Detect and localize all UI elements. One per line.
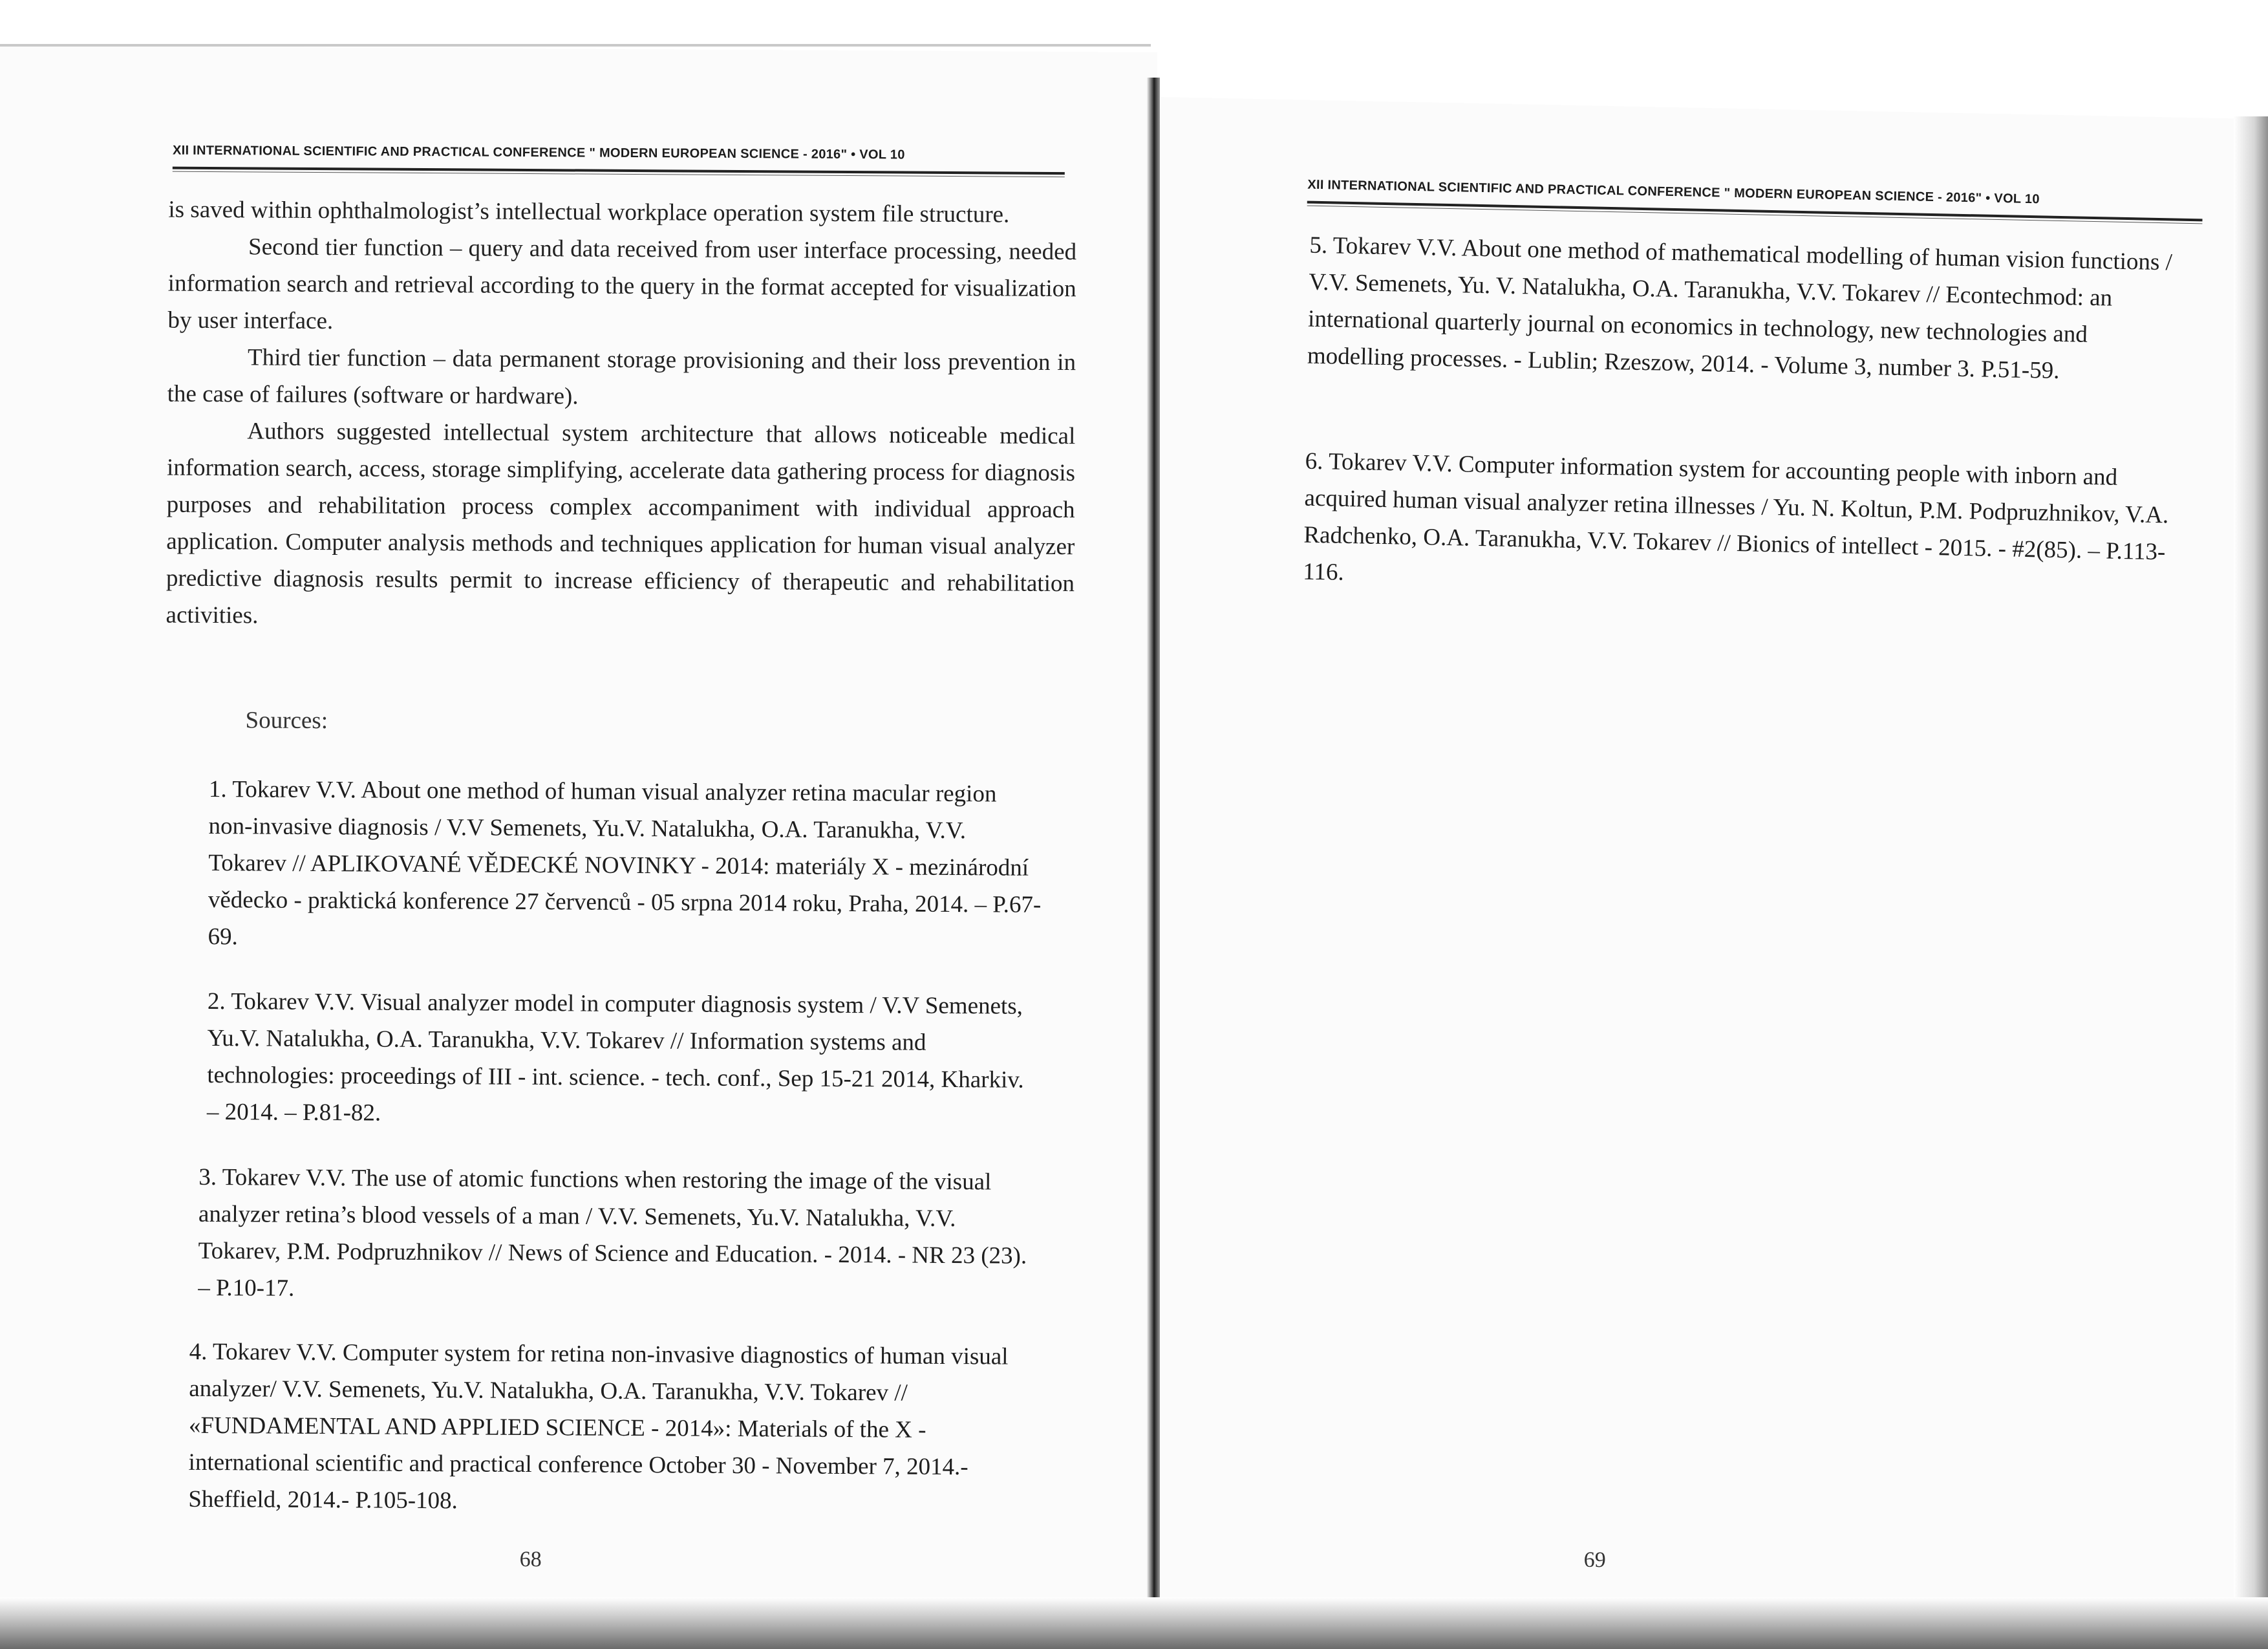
reference-6: 6. Tokarev V.V. Computer information system for accounting people with inborn and acquired human visual analyzer retina illnesses / Yu. N. Koltun, P.M. Podpruzhnikov, V.A. Radchenko, O.A. Taranukha, V.V. Tokarev // Bionics of intellect - 2015. - #2(85). – P.113-116. <box>1302 447 2169 586</box>
left-body-text <box>166 191 1076 640</box>
paragraph-third-tier: Third tier function – data permanent storage provisioning and their loss prevention in the case of failures (software or hardware). <box>167 344 1076 410</box>
left-page-number: 68 <box>519 1547 542 1572</box>
reference-4: 4. Tokarev V.V. Computer system for retina non-invasive diagnostics of human visual analyzer/ V.V. Semenets, Yu.V. Natalukha, O.A. Taranukha, V.V. Tokarev // «FUNDAMENTAL AND APPLIED SCIENCE - 2014»: Materials of the X - international scientific and practical conference October 30 - November 7, 2014.- Sheffield, 2014.- P.105-108. <box>188 1338 1009 1514</box>
reference-3: 3. Tokarev V.V. The use of atomic functions when restoring the image of the visual analyzer retina’s blood vessels of a man / V.V. Semenets, Yu.V. Natalukha, V.V. Tokarev, P.M. Podpruzhnikov // News of Science and Education. - 2014. - NR 23 (23). – P.10-17. <box>198 1163 1027 1302</box>
right-header-rule-thin <box>1307 206 2203 224</box>
reference-1: 1. Tokarev V.V. About one method of human visual analyzer retina macular region non-invasive diagnosis / V.V Semenets, Yu.V. Natalukha, O.A. Taranukha, V.V. Tokarev // APLIKOVANÉ VĚDECKÉ NOVINKY - 2014: materiály X - mezinárodní vědecko - praktická konference 27 červenců - 05 srpna 2014 roku, Praha, 2014. – P.67-69. <box>208 775 1042 951</box>
right-page <box>1130 97 2268 1645</box>
left-page <box>0 45 1157 1630</box>
reference-2: 2. Tokarev V.V. Visual analyzer model in computer diagnosis system / V.V Semenets, Yu.V. Natalukha, O.A. Taranukha, V.V. Tokarev // Information systems and technologies: proceedings of III - int. science. - tech. conf., Sep 15-21 2014, Kharkiv. – 2014. – P.81-82. <box>206 987 1024 1126</box>
paragraph-authors: Authors suggested intellectual system architecture that allows noticeable medical information search, access, storage simplifying, accelerate data gathering process for diagnosis purposes and rehabilitation process complex accompaniment with individual approach application. Computer analysis methods and techniques application for human visual analyzer predictive diagnosis results permit to increase efficiency of therapeutic and rehabilitation activities. <box>166 418 1076 629</box>
bottom-scan-shadow <box>0 1597 2268 1649</box>
sources-heading: Sources: <box>245 707 328 735</box>
paragraph-continuation: is saved within ophthalmologist’s intellectual workplace operation system file structure. <box>168 196 1010 228</box>
right-page-edge-shadow <box>2234 116 2268 1623</box>
right-header-rule <box>1307 201 2203 222</box>
book-gutter <box>1147 78 1160 1617</box>
top-page-edge <box>0 44 1151 47</box>
left-running-header: XII INTERNATIONAL SCIENTIFIC AND PRACTICAL CONFERENCE " MODERN EUROPEAN SCIENCE - 2016" • VOL 10 <box>172 143 905 162</box>
paragraph-second-tier: Second tier function – query and data received from user interface processing, needed information search and retrieval according to the query in the format accepted for visualization by user interface. <box>167 233 1077 335</box>
right-page-number: 69 <box>1583 1547 1607 1573</box>
reference-5: 5. Tokarev V.V. About one method of mathematical modelling of human vision functions / V.V. Semenets, Yu. V. Natalukha, O.A. Taranukha, V.V. Tokarev // Econtechmod: an international quarterly journal on economics in technology, new technologies and modelling processes. - Lublin; Rzeszow, 2014. - Volume 3, number 3. P.51-59. <box>1307 232 2173 384</box>
right-running-header: XII INTERNATIONAL SCIENTIFIC AND PRACTICAL CONFERENCE " MODERN EUROPEAN SCIENCE - 2016" • VOL 10 <box>1307 177 2040 207</box>
